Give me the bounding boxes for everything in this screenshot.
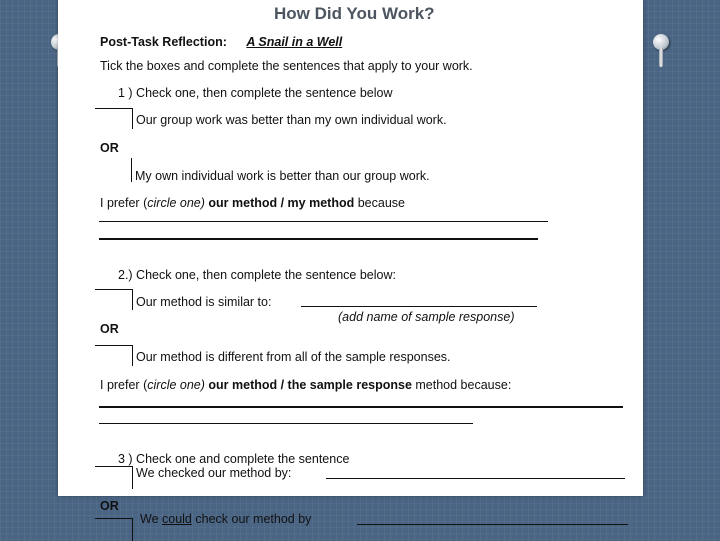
push-pin-icon — [652, 34, 670, 68]
section2-prompt: 2.) Check one, then complete the sentence below: — [118, 268, 396, 282]
section2-or-label: OR — [100, 322, 119, 336]
section1-or-label: OR — [100, 141, 119, 155]
prefer-start: I prefer ( — [100, 378, 148, 392]
section2-answer-line[interactable] — [99, 423, 473, 424]
section1-option-a-text: Our group work was better than my own individual work. — [136, 113, 447, 127]
section3-checked-line[interactable] — [326, 478, 625, 479]
section3-option-a-text: We checked our method by: — [136, 466, 292, 480]
option-b-could: could — [162, 512, 192, 526]
header-row — [100, 35, 342, 49]
section2-option-a-text: Our method is similar to: — [136, 295, 272, 309]
prefer-end: because — [354, 196, 405, 210]
option-b-post: check our method by — [191, 512, 312, 526]
section2-add-name-hint: (add name of sample response) — [338, 310, 515, 324]
section1-answer-line[interactable] — [99, 238, 538, 240]
section2-option-b-checkbox[interactable] — [95, 345, 133, 366]
section3-or-label: OR — [100, 499, 119, 513]
section3-could-line[interactable] — [357, 524, 628, 525]
section1-answer-line[interactable] — [99, 221, 548, 222]
section1-option-b-checkbox[interactable] — [131, 158, 132, 182]
prefer-circle: circle one) — [147, 378, 205, 392]
page-title: How Did You Work? — [274, 4, 435, 23]
section2-prefer-sentence — [100, 378, 511, 392]
header-label: Post-Task Reflection: — [100, 35, 227, 49]
section2-similar-line[interactable] — [301, 306, 537, 307]
section3-prompt: 3 ) Check one and complete the sentence — [118, 452, 350, 466]
section3-option-b-checkbox[interactable] — [95, 518, 133, 541]
section3-option-a-checkbox[interactable] — [95, 466, 133, 489]
prefer-start: I prefer ( — [100, 196, 148, 210]
section1-option-a-checkbox[interactable] — [95, 108, 133, 129]
prefer-choices[interactable]: our method / the sample response — [204, 378, 412, 392]
prefer-end: method because: — [411, 378, 512, 392]
section1-prefer-sentence — [100, 196, 405, 210]
worksheet-page — [58, 0, 643, 496]
task-name: A Snail in a Well — [246, 35, 343, 49]
section2-answer-line[interactable] — [99, 406, 623, 408]
section1-option-b-text: My own individual work is better than our group work. — [135, 169, 430, 183]
prefer-choices[interactable]: our method / my method — [204, 196, 355, 210]
section1-prompt: 1 ) Check one, then complete the sentence below — [118, 86, 393, 100]
section3-option-b-text — [140, 512, 311, 526]
option-b-pre: We — [140, 512, 162, 526]
section2-option-b-text: Our method is different from all of the sample responses. — [136, 350, 451, 364]
instructions-text: Tick the boxes and complete the sentences that apply to your work. — [100, 59, 473, 73]
section2-option-a-checkbox[interactable] — [95, 289, 133, 310]
prefer-circle: circle one) — [147, 196, 205, 210]
